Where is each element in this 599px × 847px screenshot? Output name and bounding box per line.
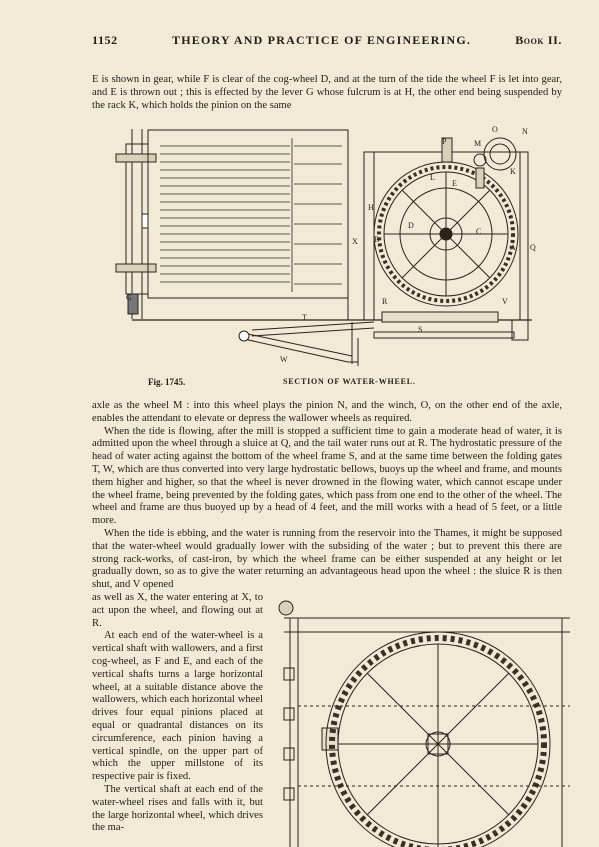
- label-k: K: [510, 167, 516, 176]
- label-r: R: [382, 297, 388, 306]
- label-h: H: [368, 203, 374, 212]
- running-header: [92, 33, 562, 51]
- paragraph-text: E is shown in gear, while F is clear of the cog-wheel D, and at the turn of the tide the wheel F is let into gear, and E is thrown out ; this is effected by the lever G whose fulcrum is at H, the other end being suspended by the rack K, which holds the pinion on the same: [92, 74, 562, 111]
- label-q: Q: [530, 243, 536, 252]
- label-o: O: [492, 125, 498, 134]
- narrow-paragraph-2: At each end of the water-wheel is a vertical shaft with wallowers, and a first cog-wheel, as F and E, and each of the vertical shafts turns a large horizontal wheel, at a suitable distance above the wallowers, which each horizontal wheel drives four equal pinions placed at equal or quadrantal distances on its circumference, each pinion having a vertical spindle, on the upper part of which the upper millstone of its respective pair is fixed.: [92, 630, 263, 783]
- label-c: C: [476, 227, 482, 236]
- paragraph-1: axle as the wheel M : into this wheel plays the pinion N, and the winch, O, on the other end of the axle, enables the attendant to elevate or depress the wallower wheels as required.: [92, 400, 562, 424]
- label-n: N: [522, 127, 528, 136]
- label-w: W: [280, 355, 288, 364]
- book-label: Book II.: [515, 33, 562, 47]
- label-m: M: [474, 139, 482, 148]
- main-text: [92, 400, 562, 592]
- vertical-shaft-drawing: [116, 129, 156, 319]
- label-t: T: [302, 313, 307, 322]
- label-a: A: [510, 243, 516, 252]
- label-g: G: [126, 293, 132, 302]
- label-b: B: [374, 235, 380, 244]
- water-wheel-section-figure: [112, 124, 548, 372]
- figure-number: Fig. 1745.: [148, 377, 186, 387]
- label-s: S: [418, 325, 423, 334]
- label-p: P: [442, 137, 447, 146]
- narrow-paragraph-1: as well as X, the water entering at X, to act upon the wheel, and flowing out at R.: [92, 592, 263, 629]
- figure-title: SECTION OF WATER-WHEEL.: [283, 377, 416, 386]
- narrow-column-text: [92, 592, 263, 835]
- water-wheel-drawing: [374, 162, 518, 306]
- label-v: V: [502, 297, 508, 306]
- label-l: L: [430, 173, 435, 182]
- page-number: 1152: [92, 33, 118, 47]
- top-paragraph: [92, 74, 562, 112]
- label-e: E: [452, 179, 457, 188]
- wallower-slats: [160, 138, 342, 292]
- label-x: X: [352, 237, 358, 246]
- paragraph-3: When the tide is ebbing, and the water is running from the reservoir into the Thames, it might be supposed that the water-wheel would gradually lower with the subsiding of the water ; but to prevent this there are strong rack-works, of cast-iron, by which the wheel frame can be either suspended at any height or let gradually down, so as to give the water returning an advantageous head upon the wheel : the sluice R is then shut, and V opened: [92, 527, 562, 591]
- narrow-paragraph-3: The vertical shaft at each end of the water-wheel rises and falls with it, but the large horizontal wheel, which drives the ma-: [92, 783, 263, 834]
- water-wheel-elevation-figure: [270, 598, 580, 847]
- paragraph-2: When the tide is flowing, after the mill is stopped a sufficient time to gain a moderate head of water, it is admitted upon the wheel through a sluice at Q, and the tail water runs out at R. The hydrostatic pressure of the head of water acting against the bottom of the wheel frame S, and at the same time between the folding gates T, W, which are thus converted into very large hydrostatic bellows, buoys up the wheel and frame, and mounts them higher and higher, so that the wheel is never drowned in the flowing water, which cannot escape under the wheel frame, being prevented by the folding gates, which pass from one end to the other of the wheel. The wheel and frame are thus buoyed up by a head of 4 feet, and the mill works with a head of 5 feet, or a little more.: [92, 425, 562, 527]
- label-d: D: [408, 221, 414, 230]
- running-title: THEORY AND PRACTICE OF ENGINEERING.: [172, 33, 472, 47]
